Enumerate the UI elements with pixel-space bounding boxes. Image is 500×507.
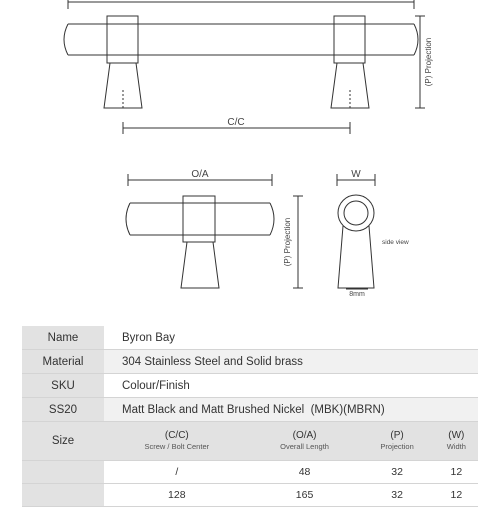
sku-value: Colour/Finish (104, 374, 478, 398)
size-cell: 128 (104, 484, 250, 507)
size-col-oa-main: (O/A) (292, 430, 317, 441)
name-label: Name (22, 326, 104, 350)
code-label: SS20 (22, 398, 104, 422)
size-label: Size (22, 422, 104, 461)
top-dimension-line (68, 0, 414, 9)
size-cell: 48 (250, 461, 360, 484)
size-col-w-sub: Width (446, 442, 466, 451)
size-cell: 32 (360, 484, 435, 507)
top-projection-label: (P) Projection (424, 37, 433, 87)
finish-value (104, 398, 478, 422)
size-col-p-main: (P) (390, 430, 404, 441)
small-post (181, 242, 219, 288)
size-cell: 32 (360, 461, 435, 484)
size-row-label (22, 484, 104, 507)
mid-projection-label: (P) Projection (283, 217, 292, 267)
side-view-label: side view (382, 239, 409, 246)
size-col-cc-sub: Screw / Bolt Center (144, 442, 210, 451)
cc-label: C/C (227, 117, 245, 128)
top-left-post (104, 63, 142, 108)
spec-row-sku (22, 374, 478, 398)
sku-label: SKU (22, 374, 104, 398)
size-cell: 12 (435, 484, 478, 507)
side-view-profile (338, 195, 374, 288)
w-label: W (351, 169, 361, 180)
size-row (22, 484, 478, 507)
top-right-collar (334, 16, 365, 63)
size-col-oa-sub: Overall Length (280, 442, 329, 451)
size-col-w (435, 422, 478, 461)
top-right-post (331, 63, 369, 108)
size-col-oa (250, 422, 360, 461)
spec-row-size-header (22, 422, 478, 461)
size-cell: / (104, 461, 250, 484)
spec-row-code (22, 398, 478, 422)
top-left-collar (107, 16, 138, 63)
finish-codes: (MBK)(MBRN) (310, 403, 385, 416)
finish-names: Matt Black and Matt Brushed Nickel (122, 403, 305, 416)
material-value: 304 Stainless Steel and Solid brass (104, 350, 478, 374)
bolt-label: 8mm (349, 291, 365, 298)
size-row-label (22, 461, 104, 484)
spec-row-name (22, 326, 478, 350)
oa-label: O/A (191, 169, 209, 180)
size-col-p-sub: Projection (380, 442, 414, 451)
spec-table (22, 326, 478, 507)
small-projection-dimension (293, 196, 303, 288)
size-col-p (360, 422, 435, 461)
spec-row-material (22, 350, 478, 374)
size-col-w-main: (W) (448, 430, 465, 441)
size-row (22, 461, 478, 484)
small-handle-bar (126, 203, 274, 235)
size-cell: 12 (435, 461, 478, 484)
material-label: Material (22, 350, 104, 374)
size-col-cc (104, 422, 250, 461)
size-cell: 165 (250, 484, 360, 507)
size-col-cc-main: (C/C) (164, 430, 189, 441)
name-value: Byron Bay (104, 326, 478, 350)
